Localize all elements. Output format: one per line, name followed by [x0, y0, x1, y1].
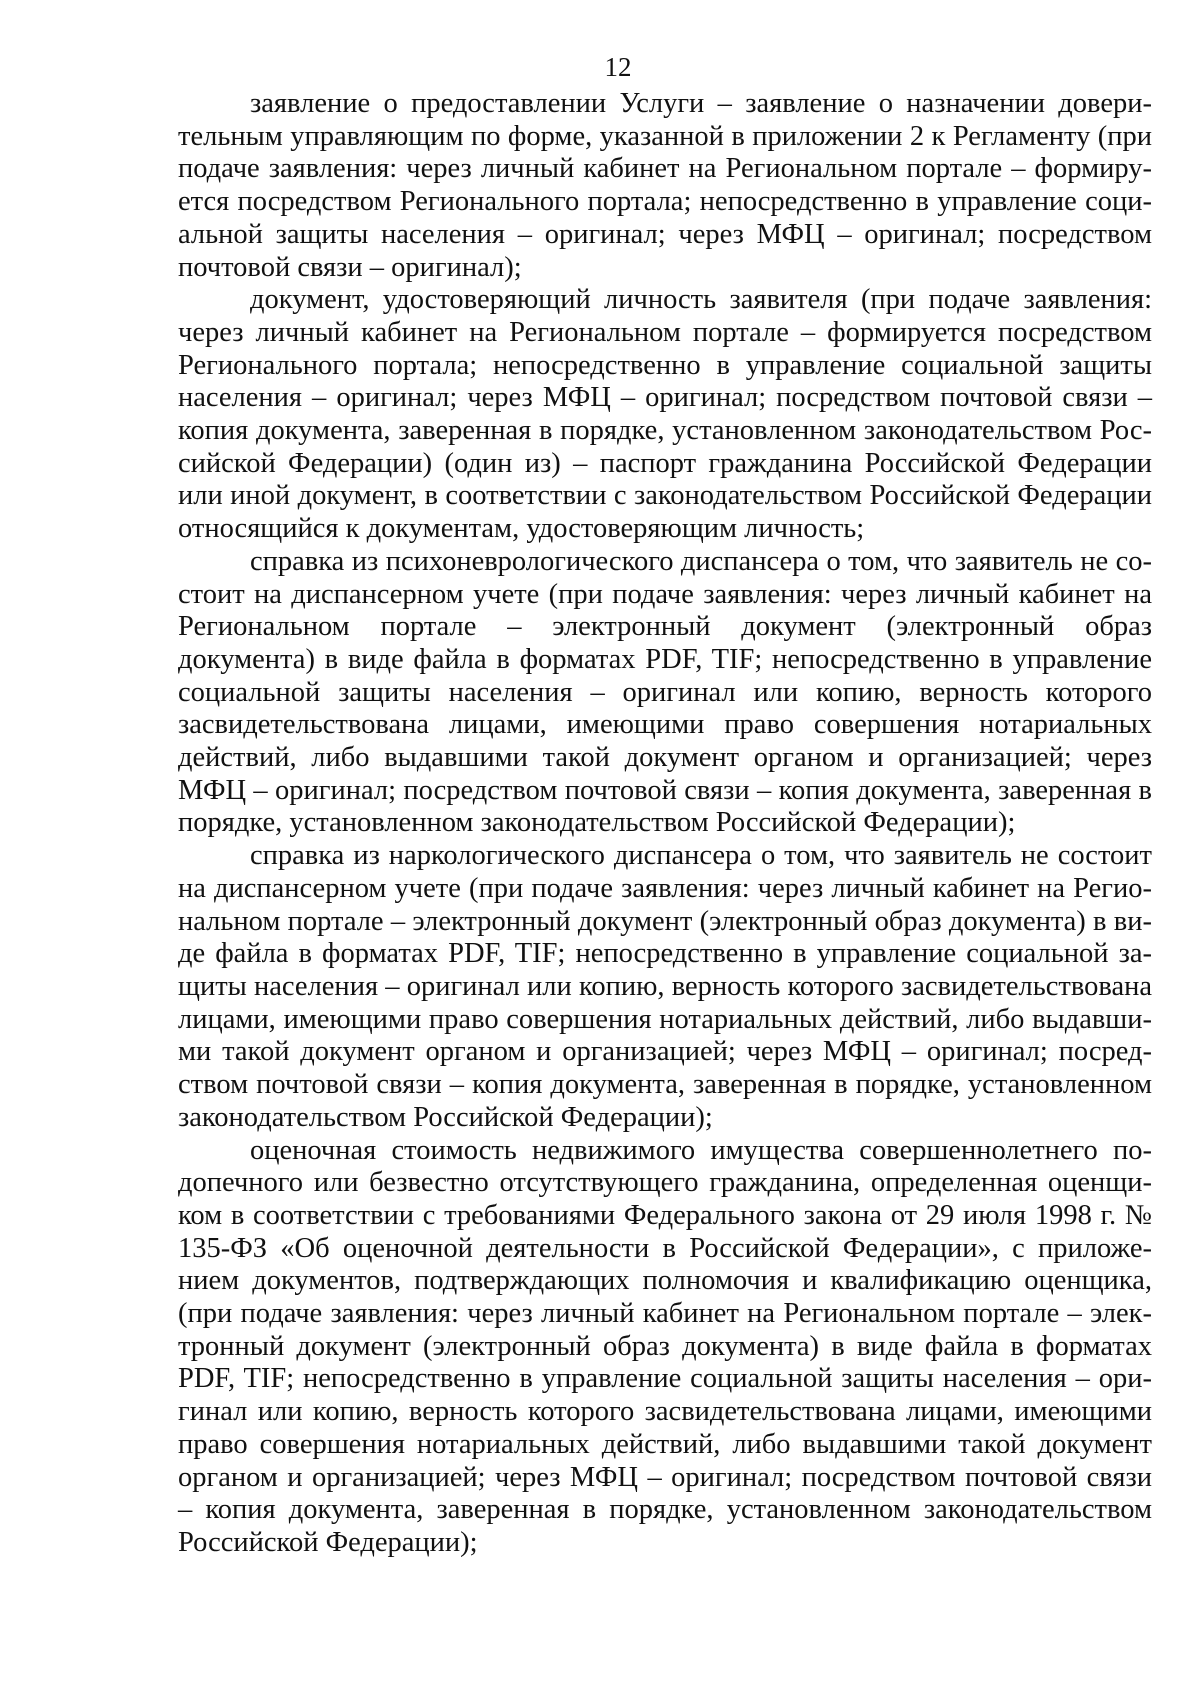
page-number: 12 [604, 52, 632, 82]
paragraph-application-form: заявление о предоставлении Услуги – заявление о назначении доверительным управляющим по форме, указанной в приложении 2 к Регламенту (при подаче заявления: через личный кабинет на Региональном портале – формируется посредством Регионального портала; непосредственно в управление социальной защиты населения – оригинал; через МФЦ – оригинал; посредством почтовой связи – оригинал); [178, 88, 1152, 283]
paragraph-identity-document: документ, удостоверяющий личность заявителя (при подаче заявления: через личный кабинет на Региональном портале – формируется посредством Регионального портала; непосредственно в управление социальной защиты населения – оригинал; через МФЦ – оригинал; посредством почтовой связи – копия документа, заверенная в порядке, установленном законодательством Российской Федерации) (один из) – паспорт гражданина Российской Федерации или иной документ, в соответствии с законодательством Российской Федерации относящийся к документам, удостоверяющим личность; [178, 284, 1152, 545]
paragraph-property-valuation: оценочная стоимость недвижимого имущества совершеннолетнего подопечного или безвестно отсутствующего гражданина, определенная оценщиком в соответствии с требованиями Федерального закона от 29 июля 1998 г. № 135-ФЗ «Об оценочной деятельности в Российской Федерации», с приложением документов, подтверждающих полномочия и квалификацию оценщика, (при подаче заявления: через личный кабинет на Региональном портале – электронный документ (электронный образ документа) в виде файла в форматах PDF, TIF; непосредственно в управление социальной защиты населения – оригинал или копию, верность которого засвидетельствована лицами, имеющими право совершения нотариальных действий, либо выдавшими такой документ органом и организацией; через МФЦ – оригинал; посредством почтовой связи – копия документа, заверенная в порядке, установленном законодательством Российской Федерации); [178, 1134, 1152, 1558]
paragraph-narcological-certificate: справка из наркологического диспансера о том, что заявитель не состоит на диспансерном учете (при подаче заявления: через личный кабинет на Региональном портале – электронный документ (электронный образ документа) в виде файла в форматах PDF, TIF; непосредственно в управление социальной защиты населения – оригинал или копию, верность которого засвидетельствована лицами, имеющими право совершения нотариальных действий, либо выдавшими такой документ органом и организацией; через МФЦ – оригинал; посредством почтовой связи – копия документа, заверенная в порядке, установленном законодательством Российской Федерации); [178, 840, 1152, 1133]
document-body [178, 88, 1152, 1560]
paragraph-psychoneurological-certificate: справка из психоневрологического диспансера о том, что заявитель не состоит на диспансерном учете (при подаче заявления: через личный кабинет на Региональном портале – электронный документ (электронный образ документа) в виде файла в форматах PDF, TIF; непосредственно в управление социальной защиты населения – оригинал или копию, верность которого засвидетельствована лицами, имеющими право совершения нотариальных действий, либо выдавшими такой документ органом и организацией; через МФЦ – оригинал; посредством почтовой связи – копия документа, заверенная в порядке, установленном законодательством Российской Федерации); [178, 545, 1152, 839]
